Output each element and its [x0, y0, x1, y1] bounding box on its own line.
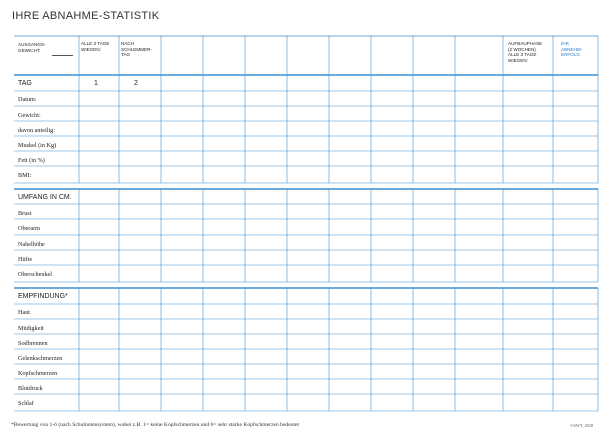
row-label-oberarm: Oberarm	[18, 225, 40, 232]
row-label-muskel: Muskel (in Kg)	[18, 142, 57, 149]
header-aufbauphase: AUFBAUPHASE (2 WOCHEN) ALLE 3 TAGE WIEGEN:	[508, 41, 543, 63]
row-label-fett: Fett (in %)	[18, 157, 45, 164]
header-abnehmerfolg: IHR ABNEHM- ERFOLG	[561, 41, 583, 58]
copyright: ©SWT, 2018	[570, 423, 594, 428]
header-ausgangs-gewicht: AUSGANGS- GEWICHT:	[18, 42, 46, 53]
page-title: IHRE ABNAHME-STATISTIK	[12, 10, 160, 22]
row-label-davon-anteilig: davon anteilig:	[18, 127, 55, 134]
day-number: 2	[134, 80, 138, 87]
row-label-schlaf: Schlaf	[18, 400, 34, 407]
row-label-brust: Brust	[18, 210, 32, 217]
footnote: *Bewertung von 1-6 (nach Schulnotensystem), wobei z.B. 1= keine Kopfschmerzen und 6= sehr starke Kopfschmerzen bedeutet	[11, 422, 300, 428]
row-label-gewicht: Gewicht:	[18, 112, 41, 119]
day-number: 1	[94, 80, 98, 87]
ausgangs-gewicht-line[interactable]	[52, 55, 73, 56]
row-label-nabelhoehe: Nabelhöhe	[18, 241, 45, 248]
row-label-datum: Datum:	[18, 96, 37, 103]
row-label-huefte: Hüfte	[18, 256, 33, 263]
row-label-sodbrennen: Sodbrennen	[18, 340, 48, 347]
row-label-haut: Haut	[18, 309, 31, 316]
section-label-empfindung: EMPFINDUNG*	[18, 293, 68, 300]
header-alle-3-tage: ALLE 3 TAGE WIEGEN:	[81, 41, 110, 52]
row-label-muedigkeit: Müdigkeit	[18, 325, 44, 332]
section-label-umfang: UMFANG IN CM.	[18, 194, 72, 201]
row-label-bmi: BMI:	[18, 172, 32, 179]
row-label-gelenkschmerzen: Gelenkschmerzen	[18, 355, 63, 362]
header-nach-schlemmertag: NACH SCHLEMMER- TAG	[121, 41, 152, 58]
row-label-kopfschmerzen: Kopfschmerzen	[18, 370, 58, 377]
row-label-blutdruck: Blutdruck	[18, 385, 43, 392]
row-label-oberschenkel: Oberschenkel	[18, 271, 53, 278]
section-label-tag: TAG	[18, 80, 32, 87]
